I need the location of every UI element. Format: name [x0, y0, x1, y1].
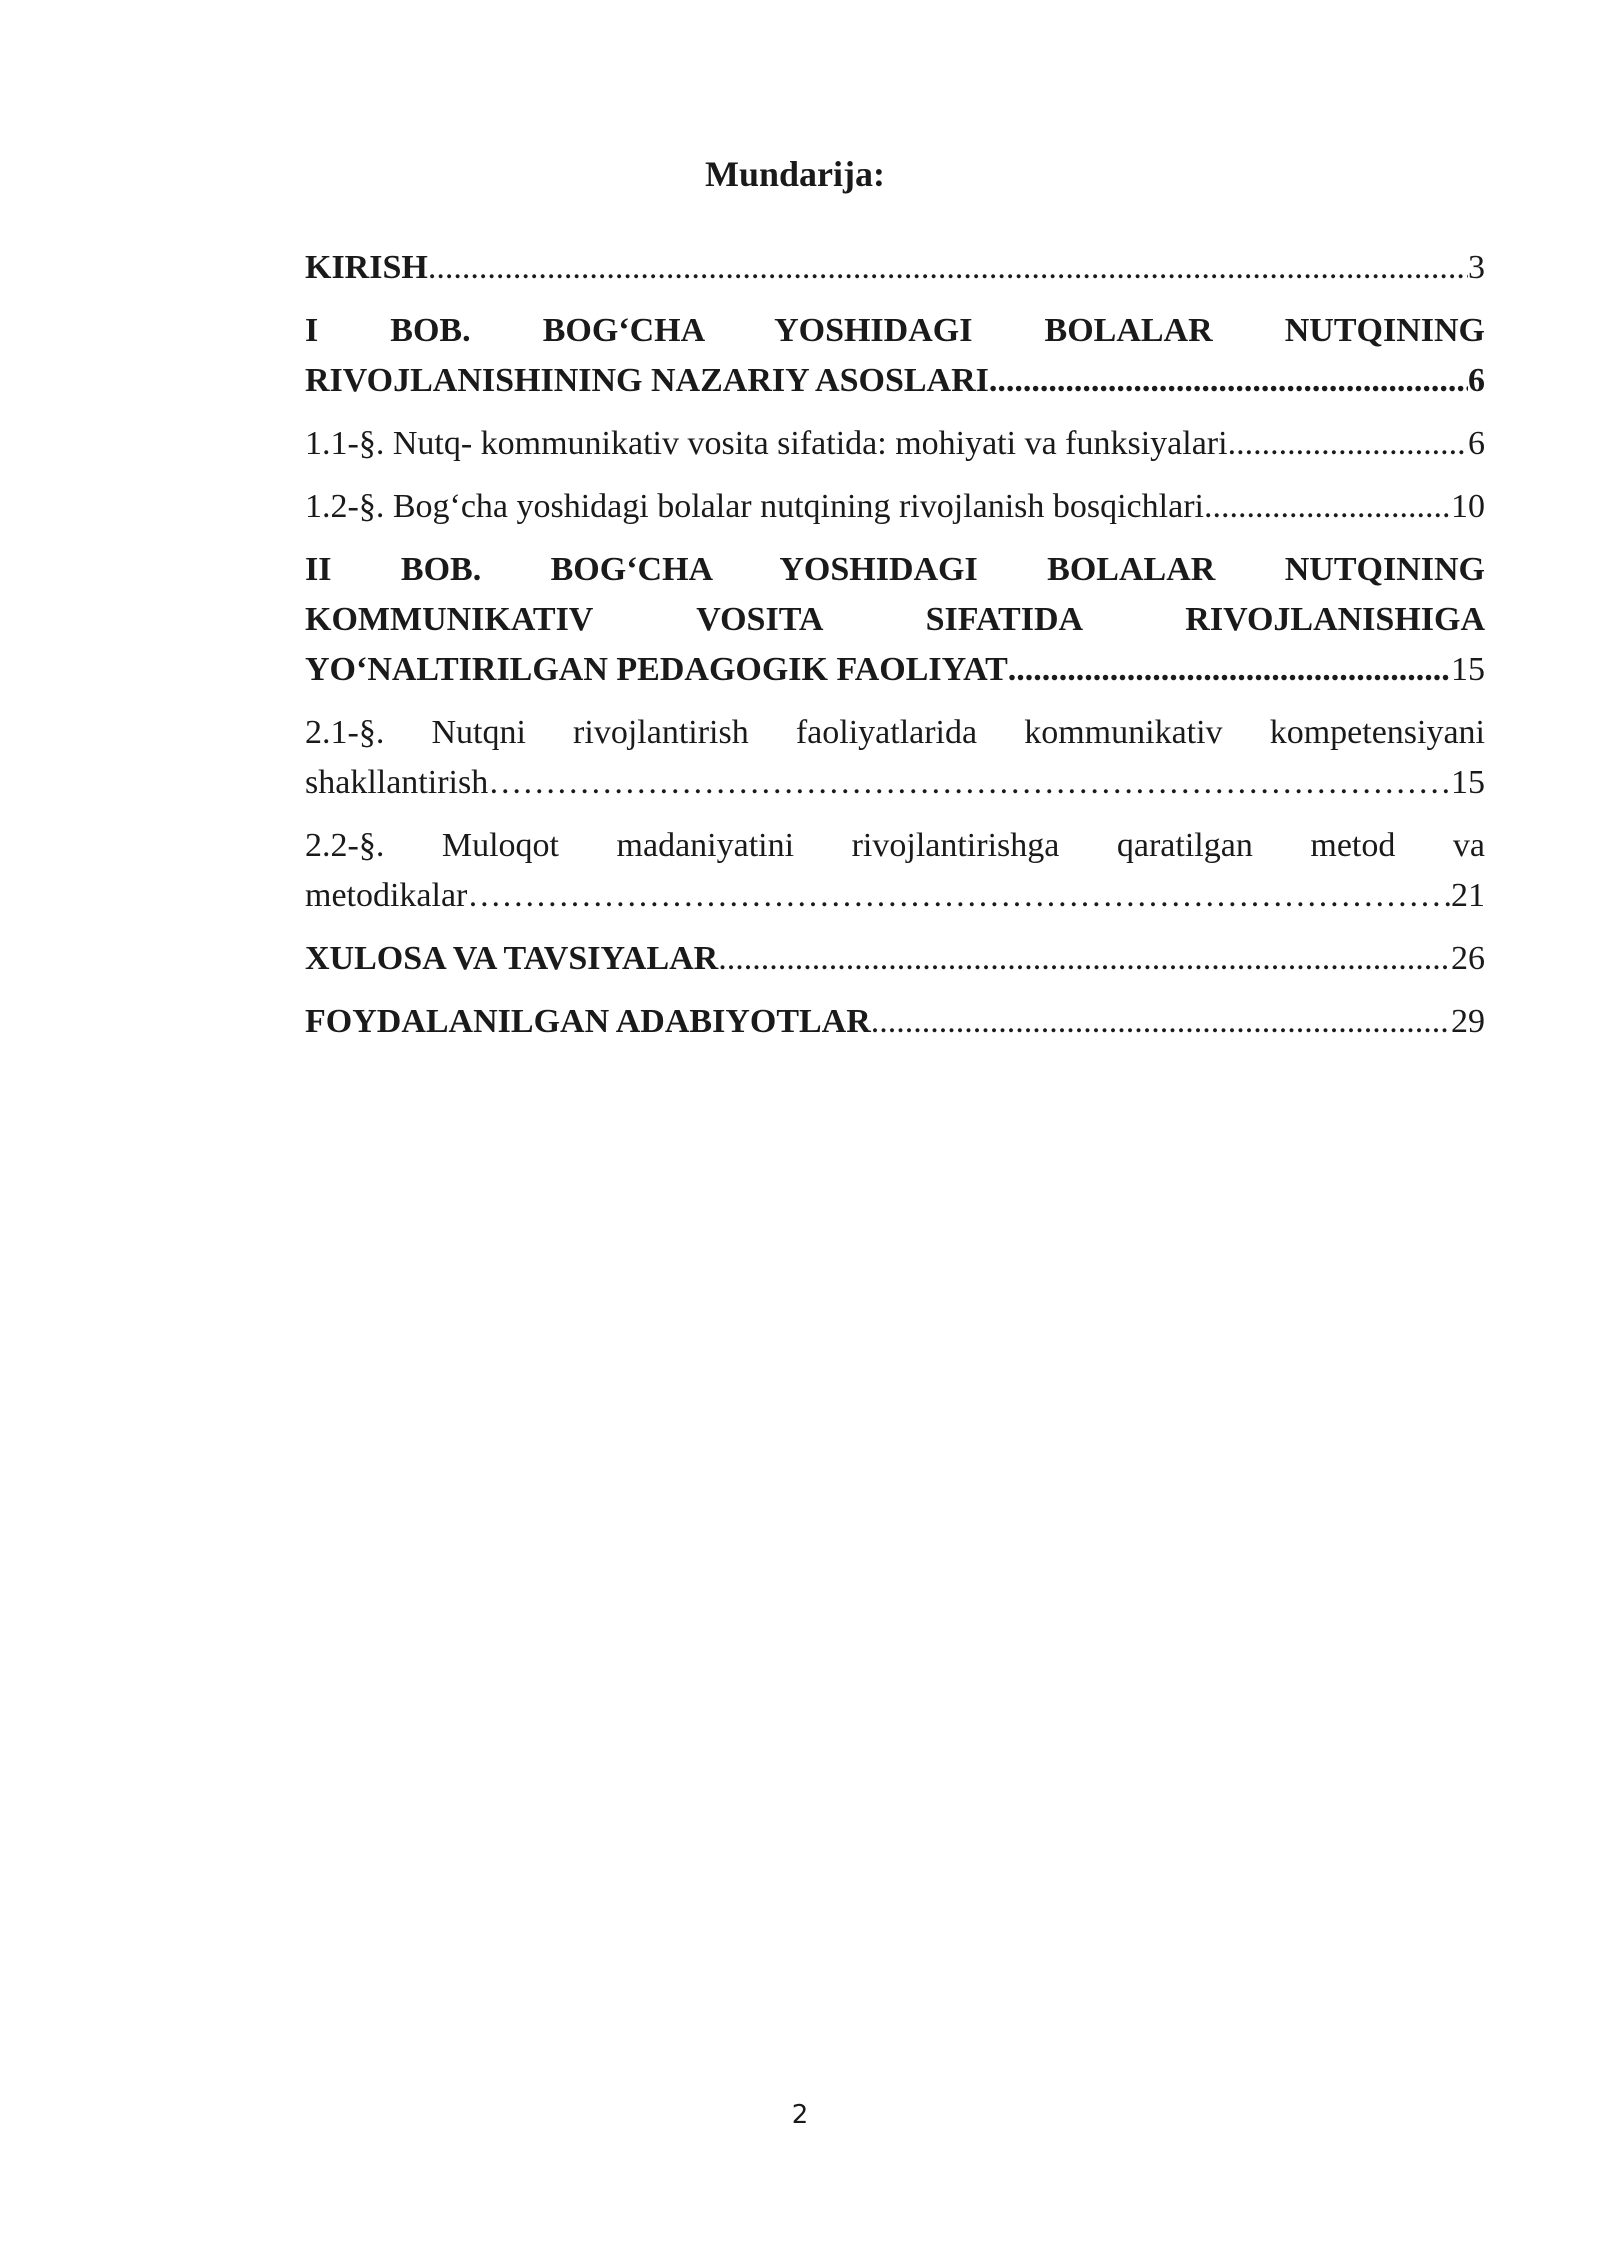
dot-leader [428, 243, 1468, 293]
dot-leader [989, 356, 1468, 406]
toc-entry-page: 6 [1468, 362, 1485, 399]
toc-entry-section-2-1[interactable] [305, 708, 1485, 808]
dot-leader [488, 758, 1451, 808]
toc-entry-section-1-1[interactable] [305, 419, 1485, 469]
table-of-contents [305, 243, 1485, 1060]
toc-entry-page: 26 [1451, 940, 1485, 977]
toc-entry-title-line-2: KOMMUNIKATIV VOSITA SIFATIDA RIVOJLANISHIGA [305, 601, 1485, 638]
dot-leader [1008, 645, 1451, 695]
toc-entry-page: 10 [1451, 488, 1485, 525]
toc-entry-page: 15 [1451, 651, 1485, 688]
toc-entry-title-line-1: 2.1-§. Nutqni rivojlantirish faoliyatlarida kommunikativ kompetensiyani [305, 714, 1485, 751]
dot-leader [1204, 482, 1451, 532]
toc-entry-title-line-1: I BOB. BOG‘CHA YOSHIDAGI BOLALAR NUTQINING [305, 312, 1485, 349]
toc-entry-title: XULOSA VA TAVSIYALAR [305, 940, 719, 977]
toc-entry-title-line-1: II BOB. BOG‘CHA YOSHIDAGI BOLALAR NUTQINING [305, 551, 1485, 588]
toc-entry-section-1-2[interactable] [305, 482, 1485, 532]
page-number: 2 [791, 2100, 809, 2130]
toc-entry-title: 1.2-§. Bog‘cha yoshidagi bolalar nutqining rivojlanish bosqichlari [305, 488, 1204, 525]
toc-entry-page: 3 [1468, 249, 1485, 286]
dot-leader [1228, 419, 1468, 469]
toc-entry-title: FOYDALANILGAN ADABIYOTLAR [305, 1003, 871, 1040]
toc-entry-title: 1.1-§. Nutq- kommunikativ vosita sifatida: mohiyati va funksiyalari [305, 425, 1228, 462]
toc-entry-title-line-3: YO‘NALTIRILGAN PEDAGOGIK FAOLIYAT [305, 651, 1008, 688]
toc-entry-page: 29 [1451, 1003, 1485, 1040]
toc-entry-chapter-2[interactable] [305, 545, 1485, 695]
toc-entry-kirish[interactable] [305, 243, 1485, 293]
toc-entry-section-2-2[interactable] [305, 821, 1485, 921]
dot-leader [871, 997, 1451, 1047]
toc-entry-page: 21 [1451, 877, 1485, 914]
toc-entry-title-line-1: 2.2-§. Muloqot madaniyatini rivojlantirishga qaratilgan metod va [305, 827, 1485, 864]
toc-entry-title-line-2: RIVOJLANISHINING NAZARIY ASOSLARI [305, 362, 989, 399]
toc-entry-title-line-2: shakllantirish [305, 764, 489, 801]
dot-leader [718, 934, 1451, 984]
toc-entry-page: 15 [1451, 764, 1485, 801]
toc-entry-chapter-1[interactable] [305, 306, 1485, 406]
toc-entry-title-line-2: metodikalar [305, 877, 468, 914]
dot-leader [467, 871, 1451, 921]
toc-entry-title: KIRISH [305, 249, 428, 286]
toc-entry-page: 6 [1468, 425, 1485, 462]
toc-title: Mundarija: [705, 154, 885, 194]
toc-entry-conclusion[interactable] [305, 934, 1485, 984]
toc-entry-references[interactable] [305, 997, 1485, 1047]
